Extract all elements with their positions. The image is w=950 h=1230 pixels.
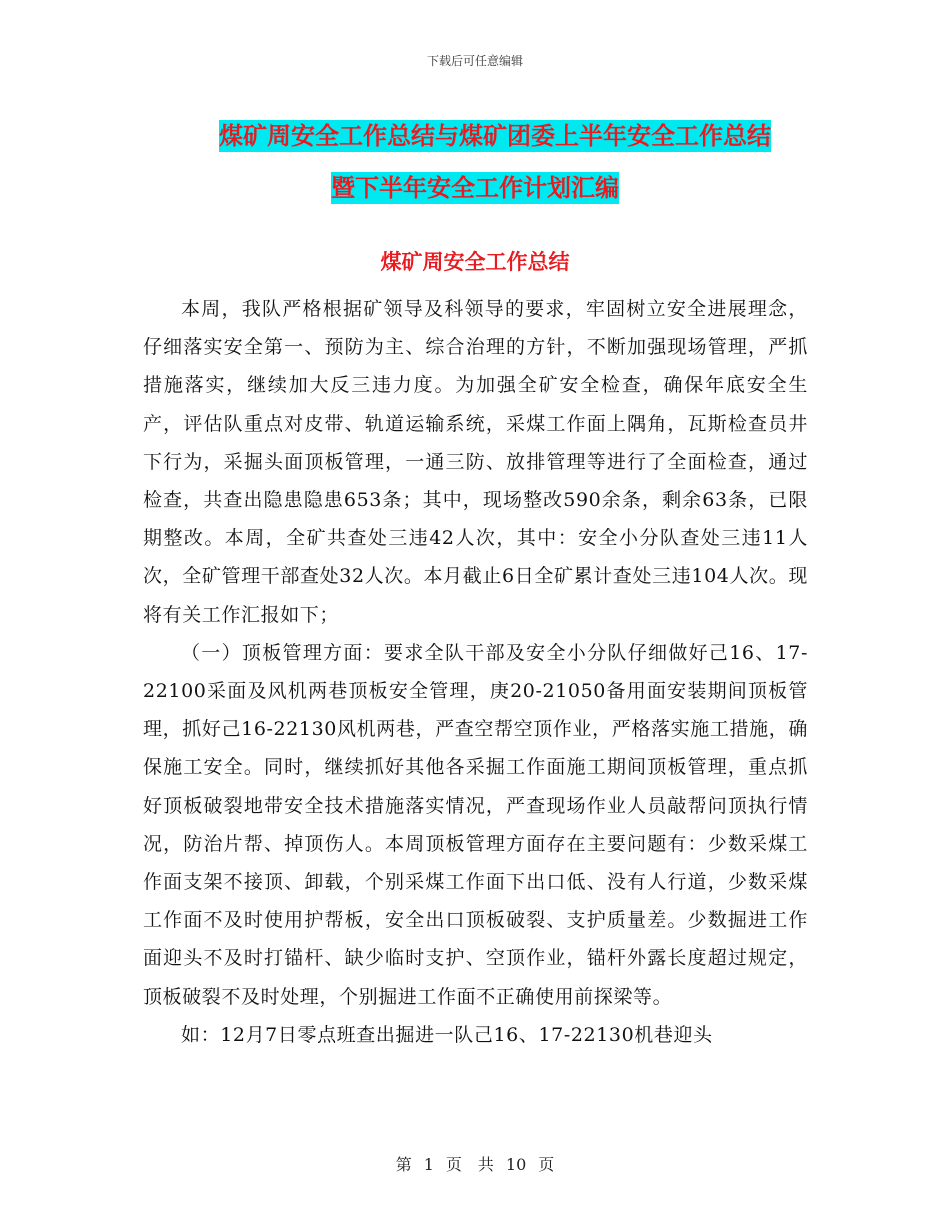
document-body — [143, 290, 808, 1054]
footer-suffix: 页 — [538, 1155, 555, 1174]
paragraph-example: 如：12月7日零点班查出掘进一队己16、17-22130机巷迎头 — [181, 1023, 713, 1046]
paragraph-intro: 本周，我队严格根据矿领导及科领导的要求，牢固树立安全进展理念，仔细落实安全第一、预防为主、综合治理的方针，不断加强现场管理，严抓措施落实，继续加大反三违力度。为加强全矿安全检查，确保年底安全生产，评估队重点对皮带、轨道运输系统，采煤工作面上隅角，瓦斯检查员井下行为，采掘头面顶板管理，一通三防、放排管理等进行了全面检查，通过检查，共查出隐患隐患653条；其中，现场整改590余条，剩余63条，已限期整改。本周，全矿共查处三违42人次，其中：安全小分队查处三违11人次，全矿管理干部查处32人次。本月截止6日全矿累计查处三违104人次。现将有关工作汇报如下； — [143, 298, 808, 626]
paragraph-roof-management: （一）顶板管理方面：要求全队干部及安全小分队仔细做好己16、17-22100采面及风机两巷顶板安全管理，庚20-21050备用面安装期间顶板管理，抓好己16-22130风机两巷，严查空帮空顶作业，严格落实施工措施，确保施工安全。同时，继续抓好其他各采掘工作面施工期间顶板管理，重点抓好顶板破裂地带安全技术措施落实情况，严查现场作业人员敲帮问顶执行情况，防治片帮、掉顶伤人。本周顶板管理方面存在主要问题有：少数采煤工作面支架不接顶、卸载，个别采煤工作面下出口低、没有人行道，少数采煤工作面不及时使用护帮板，安全出口顶板破裂、支护质量差。少数掘进工作面迎头不及时打锚杆、缺少临时支护、空顶作业，锚杆外露长度超过规定，顶板破裂不及时处理，个别掘进工作面不正确使用前探梁等。 — [143, 641, 808, 1008]
header-note: 下载后可任意编辑 — [426, 54, 523, 68]
document-title — [0, 110, 950, 214]
footer-mid: 页 共 — [445, 1155, 494, 1174]
section-title: 煤矿周安全工作总结 — [380, 250, 570, 274]
page-footer — [0, 1155, 950, 1175]
document-title-text-1: 煤矿周安全工作总结与煤矿团委上半年安全工作总结 — [219, 122, 771, 150]
document-title-line-2 — [0, 162, 950, 214]
document-title-line-1 — [0, 110, 950, 162]
footer-prefix: 第 — [395, 1155, 412, 1174]
footer-total-pages: 10 — [505, 1155, 527, 1174]
document-title-text-2: 暨下半年安全工作计划汇编 — [331, 174, 619, 202]
footer-page-number: 1 — [423, 1155, 434, 1174]
